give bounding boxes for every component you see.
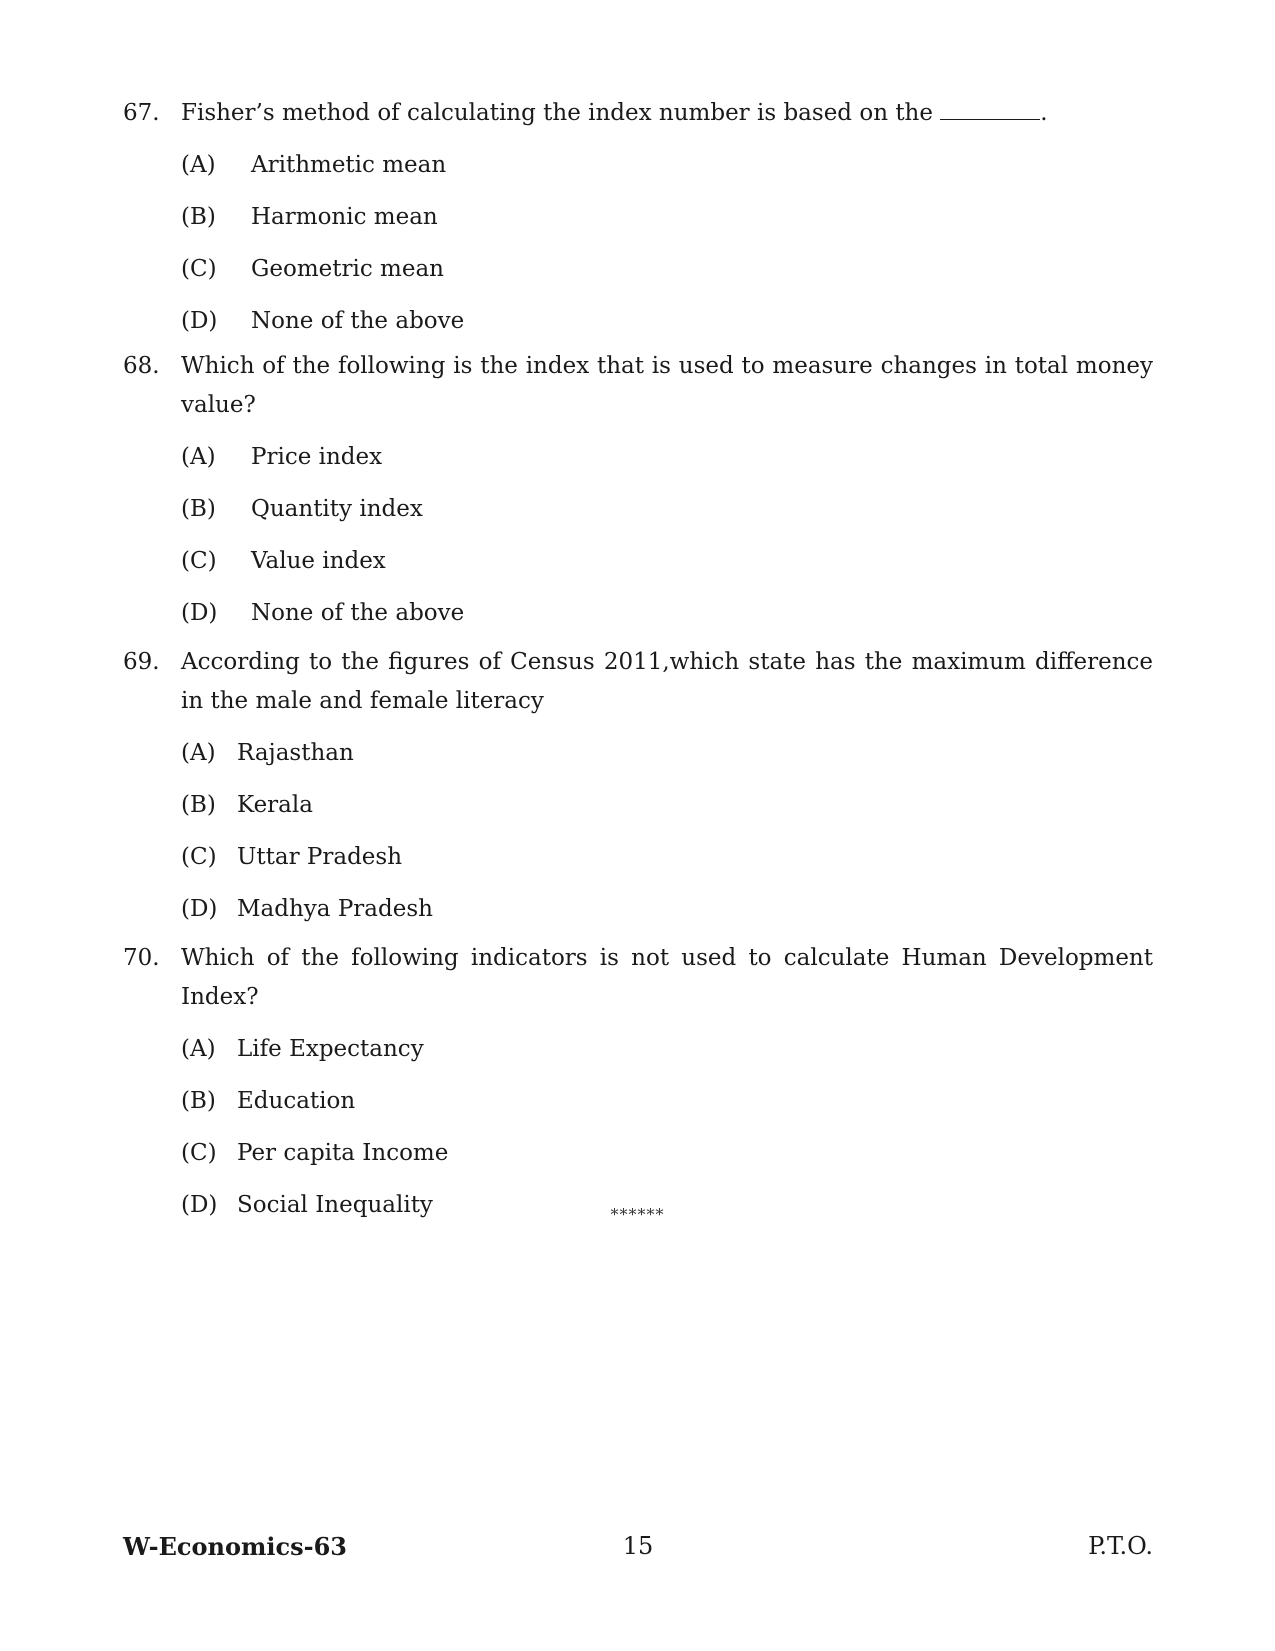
option-c [181,250,1153,289]
option-label: (C) [181,548,217,574]
option-text: Life Expectancy [237,1036,424,1062]
page-footer [123,1532,1153,1568]
option-label: (B) [181,496,216,522]
option-text: Rajasthan [237,740,354,766]
option-label: (B) [181,204,216,230]
option-text: Geometric mean [251,256,444,282]
option-label: (C) [181,256,217,282]
option-text: Social Inequality [237,1192,433,1218]
option-text: None of the above [251,308,465,334]
option-text: Value index [251,548,386,574]
question-69 [123,643,1153,929]
option-text: Education [237,1088,356,1114]
question-text: Fisher’s method of calculating the index number is based on the . [181,94,1153,133]
page-number: 15 [622,1532,654,1560]
option-label: (D) [181,896,218,922]
option-text: Kerala [237,792,313,818]
option-c [181,838,1153,877]
option-label: (B) [181,1088,216,1114]
question-68 [123,347,1153,633]
option-a [181,146,1153,185]
question-number: 68. [123,353,160,379]
option-label: (A) [181,1036,216,1062]
option-text: Madhya Pradesh [237,896,433,922]
option-b [181,786,1153,825]
option-label: (A) [181,740,216,766]
question-number: 70. [123,945,160,971]
option-label: (D) [181,600,218,626]
option-b [181,490,1153,529]
question-70 [123,939,1153,1225]
option-text: Harmonic mean [251,204,438,230]
paper-code: W-Economics-63 [123,1532,347,1561]
question-stem [123,347,1153,425]
question-stem [123,94,1153,133]
option-d [181,594,1153,633]
option-b [181,198,1153,237]
question-number: 67. [123,100,160,126]
option-text: Per capita Income [237,1140,449,1166]
option-label: (B) [181,792,216,818]
please-turn-over: P.T.O. [1088,1532,1153,1560]
question-number: 69. [123,649,160,675]
option-a [181,1030,1153,1069]
question-stem [123,643,1153,721]
question-text: Which of the following indicators is not used to calculate Human Development Index? [181,945,1153,1010]
option-label: (D) [181,308,218,334]
option-b [181,1082,1153,1121]
option-text: Quantity index [251,496,423,522]
option-d [181,890,1153,929]
option-label: (D) [181,1192,218,1218]
option-a [181,438,1153,477]
fill-in-blank [940,95,1040,120]
end-of-questions-marker: ****** [610,1205,665,1224]
question-67 [123,94,1153,341]
option-text: Arithmetic mean [251,152,447,178]
option-text: None of the above [251,600,465,626]
question-text: Which of the following is the index that is used to measure changes in total money value? [181,353,1153,418]
option-label: (C) [181,1140,217,1166]
option-text: Price index [251,444,383,470]
option-label: (A) [181,444,216,470]
question-stem [123,939,1153,1017]
option-label: (A) [181,152,216,178]
question-text: According to the figures of Census 2011,which state has the maximum difference in the male and female literacy [181,649,1153,714]
option-c [181,542,1153,581]
option-c [181,1134,1153,1173]
option-text: Uttar Pradesh [237,844,403,870]
option-label: (C) [181,844,217,870]
option-a [181,734,1153,773]
option-d [181,302,1153,341]
